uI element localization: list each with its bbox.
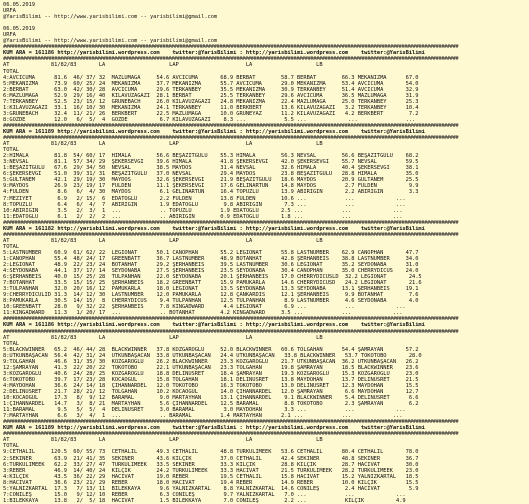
horse-row: 6:TOKOTOBO 39.7 17/ 23/ 28 KOCAOGUL 15.8 TOLGAHAN 18.1 DELİNUSRET 13.8 MAYDOHAN 13.7 DELİNUSRET 21.5 bbox=[3, 376, 419, 383]
race-columns-header: AT 81/82/83 LA LAP LA LB bbox=[3, 62, 323, 69]
hash-rule: ################################################################################################################################################################ bbox=[3, 135, 459, 142]
horse-row: 10:GREENBATT 28.0 9/ 32/ 22 ŞERHANBEİS 7.8 KINGADWARD 4.4 LEGIONAT 6.9 ... ... ... bbox=[3, 304, 406, 311]
horse-row: 7:MARTAYHAN 6.6 3/ 4/ 1 ... .. BARAMAL 1.4 MARTAYHAN 2.1 ... ... ... bbox=[3, 413, 403, 420]
horse-row: 2:DELİNUSRET 21.7 28/ 21/ 12 TOLGAHAN 10.2 KOCAOGUL 14.0 ÇIHANNARDEL 12.0 ŞAMRAYAN 6.6 MAYDOHAN 12.7 bbox=[3, 389, 419, 395]
horse-row: 3:REBER 46.9 14/ 40/ 24 KILÇIK 24.2 TÜRKÜLİMEEK 33.3 HACIVAT 21.5 TÜRKÜLİMEEK 28.2 TÜRKÜLİMEEK 23.0 bbox=[3, 467, 419, 474]
horse-row: 8:GÖZDE 12.0 6/ 5/ 4 GÖZDE 6.7 KILAVUZAGAZI 8.3 ... 5.5 ... ... ... bbox=[3, 116, 416, 123]
intro-line: URFA bbox=[3, 32, 16, 39]
horse-row: 7:MEZİYET 6.9 2/ 15/ 6 EDATOĞLU 2.2 FULDEN 13.8 FULDEN 10.6 ... ... ... bbox=[3, 195, 406, 202]
horse-row: 6:ŞERHANBEİS 40.0 15/ 25/ 28 TULPANHAN 22.0 SEYDONABA 20.1 ŞERHANBEİS 17.0 CHERRYDİCUSLD 32.2 LEGIONAT 24.5 bbox=[3, 274, 422, 281]
race-columns-header: AT 81/82/83 LA LAP LA LB bbox=[3, 437, 323, 444]
horse-row: 8:HACIVAT 36.6 23/ 21/ 29 REBER 18.0 HACIVAT 19.4 REBER 14.9 REBER 10.0 KILÇIK 15.5 bbox=[3, 479, 419, 486]
horse-row: 9:TOLGAHAN 46.6 31/ 35/ 30 KOZGAROGLU 26.2 BLACKWINNER 23.3 KOZGAROGLU 21.7 UTKUNBAŞACAN 36.2 UTKUNBAŞACAN 26.2 bbox=[3, 358, 419, 365]
race-total-label: TOTAL bbox=[3, 243, 19, 250]
horse-row: 3:NEVSAL 81.1 57/ 34/ 29 ŞEKERSEVGİ 39.6 HIMALA 41.8 ŞEKERSEVGİ 42.0 ŞEKERSEVGİ 55.7 NEVSAL 59.5 bbox=[3, 159, 419, 166]
race-header: KUM ARA = 161182 http://yarisbilimi.wordpress.com twitter:@YarisBilimi : http://yarisbilimi.wordpress.com twitter:@YarisBilimi bbox=[3, 225, 425, 232]
intro-line: 06.05.2019 bbox=[3, 2, 35, 8]
horse-row: 10:KOCAOGUL 17.3 8/ 9/ 12 BARAMAL 9.0 MARTAYHAN 13.1 ÇIHANNARDEL 9.1 BLACKWINNER 5.4 DELİNUSRET 6.6 bbox=[3, 395, 419, 402]
hash-rule: ################################################################################################################################################################ bbox=[3, 431, 459, 438]
horse-row: 2:BERBAT 63.0 42/ 30/ 28 AVCICUMA 29.6 TERKANBEY 35.5 MEKANİZMA 30.9 TERKANBEY 51.4 AVCICUMA 32.9 bbox=[3, 86, 419, 93]
hash-rule: ################################################################################################################################################################ bbox=[3, 122, 459, 129]
horse-row: 4:FULDEN 8.6 6/ 4/ 30 MAYDOS 6.1 GELİNARTUN 16.4 TOPUZLU 13.9 ABİRİGİN 2.2 ABİRİGİN 3.3 bbox=[3, 189, 419, 196]
race-columns-header: AT 81/82/83 LA LAP LA LB bbox=[3, 141, 323, 148]
horse-row: 10:ABİRİGİN 3.5 2/ 3/ 1 ... .. TOPUZLU 1.9 EDATOĞLU 2.5 ... ... ... bbox=[3, 207, 403, 214]
intro-line: @YarisBilimi -- http://www.yarisbilimi.com -- yarisbilimi@gmail.com bbox=[3, 38, 218, 45]
hash-rule: ################################################################################################################################################################ bbox=[3, 316, 459, 323]
horse-row: 5:LASTNUMBER 60.9 61/ 62/ 22 LEGIONAT 50.1 CANOPHAN 55.2 LEGIONAT 55.8 LASTNUMBER 62.9 CANOPHAN 47.7 bbox=[3, 249, 419, 256]
horse-row: 11:EDATOĞLU 6.1 2/ 2/ 2 ... .. ABİRİGİN 0.9 EDATOĞLU 1.8 ... ... ... bbox=[3, 213, 403, 220]
horse-row: 4:MAYDOHAN 36.6 24/ 14/ 18 ÇIHANNARDEL 12.0 TOKOTOBO 16.3 TOKOTOBO 13.0 DELİNUSRET 12.3 MAYDOHAN 15.5 bbox=[3, 382, 419, 389]
horse-row: 1:ÇIHANNARDEL 14.7 3/ 8/ 21 MARTAYHAN 5.6 ÇIHANNARDEL 12.5 BARAMAL 8.8 TOKOTOBO 2.3 ŞAMRAYAN 6.2 bbox=[3, 401, 419, 408]
race-header: KUM ARA = 161186 http://yarisbilimi.wordpress.com twitter:@YarisBilimi : http://yarisbilimi.wordpress.com twitter:@YarisBilimi bbox=[3, 322, 425, 329]
race-columns-header: AT 81/82/83 LA LAP LA LB bbox=[3, 334, 323, 341]
horse-row: 3:KOZGAROGLU 40.6 24/ 28/ 25 KOZGAROGLU 18.8 DELİNUSRET 18.4 ŞAMRAYAN 19.3 KOZGAROGLU 15.3 KOZGAROGLU 23.0 bbox=[3, 370, 419, 377]
horse-row: 8:UTKUNBAŞACAN 56.4 42/ 31/ 24 UTKUNBAŞACAN 33.8 UTKUNBAŞACAN 24.4 UTKUNBAŞACAN 33.8 BLACKWINNER 53.7 TOKOTOBO 28.0 bbox=[3, 352, 422, 359]
horse-row: 1:KILAVUZAGAZI 33.1 16/ 10/ 30 MEKANİZMA 24.1 TERKANBEY 11.0 BERKBERT 13.6 KILAVUZAGAZI 3.2 TERKANBEY 10.4 bbox=[3, 104, 419, 111]
hash-rule: ################################################################################################################################################################ bbox=[3, 56, 459, 63]
horse-row: 6:MAZLUMAĞA 52.9 29/ 16/ 40 KILAVUZAGAZI 28.1 BERBAT 25.5 TERKANBEY 29.6 AVCICUMA 36.5 MAZLUMAĞA 31.9 bbox=[3, 92, 419, 99]
horse-row: 2:HIMALA 81.8 54/ 60/ 17 HIMALA 56.6 BEŞAZİTGÜLÜ 55.3 HIMALA 56.3 NEVSAL 56.6 BEŞAZİTGÜLÜ 68.2 bbox=[3, 153, 419, 160]
race-header: KUM ARA = 161189 http://yarisbilimi.wordpress.com twitter:@YarisBilimi : http://yarisbilimi.wordpress.com twitter:@YarisBilimi bbox=[3, 128, 425, 135]
intro-line: URFA bbox=[3, 8, 16, 15]
horse-row: 7:TERKANBEY 52.5 23/ 15/ 12 GRÜNEBACH 26.0 KILAVUZAGAZI 24.8 MEKANİZMA 22.4 MAZLUMAĞA 25.0 TERKANBEY 25.3 bbox=[3, 98, 419, 105]
horse-row: 5:MEKANİZMA 73.9 60/ 25/ 24 MEKANİZMA 37.7 MEKANİZMA 55.7 AVCICUMA 29.0 MEKANİZMA 53.4 AVCICUMA 54.0 bbox=[3, 80, 419, 87]
race-total-label: TOTAL bbox=[3, 147, 19, 154]
horse-row: 5:YALNIZKARTAL 17.3 7/ 13/ 11 BİLEKKAYA 9.6 YALNIZKARTAL 8.8 YALNIZKARTAL 14.6 CONİLEŞ 2.4 HACIVAT 5.9 bbox=[3, 485, 419, 492]
hash-rule: ################################################################################################################################################################ bbox=[3, 44, 459, 51]
horse-row: 2:SEKİNER 63.9 21/ 41/ 35 SEKİNER 43.6 KILÇIK 37.0 CETHALİL 42.4 SEKİNER 48.8 SEKİNER 36.7 bbox=[3, 455, 419, 462]
horse-row: 1:CANOPHAN 55.4 48/ 24/ 17 GREENBATT 36.7 LASTNUMBER 48.9 BOTANHAT 42.8 ŞERHANBEİS 38.8 LASTNUMBER 34.0 bbox=[3, 255, 419, 262]
horse-row: 8:TOPUZLU 6.4 6/ 4/ 7 ABİRİGİN 1.9 EDATOĞLU 9.8 ABİRİGİN 7.3 ... ... ... bbox=[3, 201, 406, 208]
race-header: KUM ARA = 161186 http://yarisbilimi.wordpress.com twitter:@YarisBilimi : http://yarisbilimi.wordpress.com twitter:@YarisBilimi bbox=[3, 50, 425, 57]
horse-row: 8:PAMUKARLA 30.5 14/ 15/ 8 CHERRYDİCUS 9.4 TULPANHAN 12.5 TULPANHAN 8.9 LASTNUMBER 4.6 SEYDONABA 4.0 bbox=[3, 298, 419, 305]
horse-row: 4:KILÇIK 43.5 36/ 22/ 29 HACIVAT 19.0 REBER 19.5 CETHALİL 15.8 HACIVAT 15.2 YALNIZKARTAL 18.5 bbox=[3, 473, 419, 480]
horse-row: 9:MAYDOS 26.9 23/ 19/ 17 FULDEN 11.1 ŞEKERSEVGİ 17.6 GELİNARTUN 14.8 MAYDOS 2.7 FULDEN 9.9 bbox=[3, 183, 419, 190]
horse-row: 5:BLACKWINNER 65.2 46/ 44/ 28 BLACKWINNER 37.8 KOZGAROGLU 52.0 BLACKWINNER 60.6 TOLGAHAN 54.4 ŞAMRAYAN 57.2 bbox=[3, 346, 419, 353]
horse-row: 3:TULPANHAN 32.0 20/ 16/ 12 PAMUKARLA 18.0 LEGIONAT 13.5 SEYDONABA 13.3 SEYDONABA 13.1 ŞERHANBEİS 19.1 bbox=[3, 286, 419, 293]
horse-row: 6:ŞEKERSEVGİ 51.0 39/ 31/ 31 BEŞAZİTGÜLÜ 37.0 NEVSAL 29.4 MAYDOS 23.8 BEŞAZİTGÜLÜ 28.8 HIMALA 35.0 bbox=[3, 171, 419, 178]
horse-row: 2:LEGIONAT 48.9 22/ 23/ 24 BOTANHAT 29.2 ŞERHANBEİS 39.5 LASTNUMBER 30.6 LEGIONAT 35.2 SEYDONABA 31.0 bbox=[3, 262, 419, 269]
horse-row: 1:BİLEKKAYA 13.8 2/ 5/ 18 HACIVAT 1.5 BİLEKKAYA 7.0 CONİLEŞ 2.2 ... KILÇIK 4.9 bbox=[3, 497, 406, 504]
race-total-label: TOTAL bbox=[3, 68, 19, 75]
horse-row: 4:SEYDONABA 44.1 37/ 17/ 14 SEYDONABA 27.5 ŞERHANBEİS 23.5 SEYDONABA 30.4 CANOPHAN 35.0 CHERRYDİCUS 24.0 bbox=[3, 268, 419, 275]
horse-row: 11:BARAMAL 9.5 5/ 5/ 4 DELİNUSRET 3.0 BARAMAL 3.0 MAYDOHAN 3.3 ... ... ... bbox=[3, 407, 406, 414]
horse-row: 9:CETHALİL 120.5 60/ 55/ 73 CETHALİL 49.3 CETHALİL 48.8 TÜRKÜLİMEEK 53.6 CETHALİL 80.4 CETHALİL 78.0 bbox=[3, 449, 419, 456]
horse-row: 6:TÜRKÜLİMEEK 62.2 33/ 27/ 47 TÜRKÜLİMEEK 33.5 SEKİNER 33.3 KILÇIK 28.8 KILÇIK 28.7 HACIVAT 30.0 bbox=[3, 461, 419, 468]
hash-rule: ################################################################################################################################################################ bbox=[3, 328, 459, 335]
horse-row: 12:ŞAMRAYAN 41.3 22/ 20/ 22 TOKOTOBO 22.1 UTKUNBAŞACAN 23.3 TOLGAHAN 19.8 ŞAMRAYAN 18.5 BLACKWINNER 23.6 bbox=[3, 364, 419, 371]
horse-row: 3:GRÜNEBACH 32.4 11/ 21/ 26 BERKBERT 22.5 MAZLUMAĞA 10.0 GRÜNEYAZ 11.2 KILAVUZAGAZI 4.2 BERKBERT 7.2 bbox=[3, 110, 419, 117]
hash-rule: ################################################################################################################################################################ bbox=[3, 231, 459, 238]
intro-line: 06.05.2019 bbox=[3, 26, 35, 33]
intro-line: @YarisBilimi -- http://www.yarisbilimi.com -- yarisbilimi@gmail.com bbox=[3, 14, 218, 21]
horse-row: 1:BEŞAZİTGÜLÜ 67.6 29/ 34/ 50 NEVSAL 38.5 MAYDOS 31.4 NEVSAL 32.6 HIMALA 40.4 ŞEKERSEVGİ 38.1 bbox=[3, 165, 419, 172]
horse-row: 4:AVCICUMA 81.6 46/ 37/ 32 MAZLUMAĞA 54.6 AVCICUMA 68.9 BERBAT 58.7 BERBAT 66.3 MEKANİZMA 67.0 bbox=[3, 74, 419, 81]
horse-row: 7:BOTANHAT 33.5 15/ 15/ 25 ŞERHANBEİS 18.2 GREENBATT 15.9 PAMUKARLA 14.6 CHERRYDİCUSD 24.2 LEGIONAT 21.6 bbox=[3, 280, 422, 287]
hash-rule: ################################################################################################################################################################ bbox=[3, 419, 459, 426]
horse-row: 11:KINGADWARD 11.3 1/ 20/ 17 ... .. BOTANHAT 4.2 KINGADWARD 3.5 ... ... ... bbox=[3, 310, 403, 317]
race-columns-header: AT 81/82/83 LA LAP LA LB bbox=[3, 237, 323, 244]
horse-row: 7:CONİLEŞ 15.0 9/ 12/ 10 REBER 6.3 CONİLEŞ 9.7 YALNIZKARTAL 7.0 ... ... ... bbox=[3, 491, 406, 498]
horse-row: 5:GÜLTANEM 42.1 29/ 19/ 30 MAYDOS 32.6 ŞEKERSEVGİ 21.9 BEŞAZİTGÜLÜ 18.6 MAYDOS 20.9 GÜLTANEM 25.5 bbox=[3, 177, 419, 184]
race-header: KUM ARA = 161189 http://yarisbilimi.wordpress.com twitter:@YarisBilimi : http://yarisbilimi.wordpress.com twitter:@YarisBilimi bbox=[3, 425, 425, 432]
hash-rule: ################################################################################################################################################################ bbox=[3, 219, 459, 226]
race-total-label: TOTAL bbox=[3, 340, 19, 347]
horse-row: 9:CHERRYDİCULID 31.3 14/ 12/ 30 LASTNUMBER 12.0 PAMUKARLA 12.8 ÇANKARDİS 12.1 ŞERHANBEİS 9.9 BOTANHAT 7.6 bbox=[3, 292, 419, 299]
race-total-label: TOTAL bbox=[3, 443, 19, 450]
